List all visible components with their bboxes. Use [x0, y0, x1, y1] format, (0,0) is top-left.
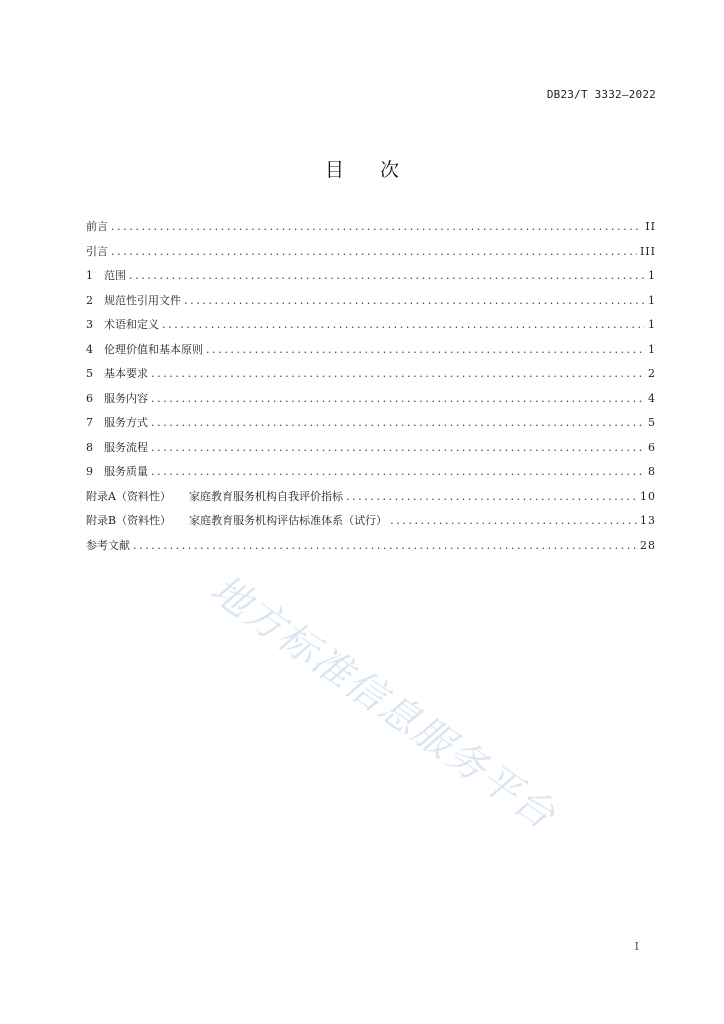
- toc-section-number: 1: [86, 269, 93, 282]
- toc-label: 引言: [86, 244, 108, 258]
- toc-leader-dots: [162, 318, 645, 331]
- toc-entry-9[interactable]: [86, 463, 656, 488]
- toc-leader-dots: [390, 514, 637, 527]
- page-number: I: [634, 940, 639, 953]
- toc-entry-references[interactable]: [86, 537, 656, 562]
- toc-leader-dots: [111, 245, 637, 258]
- toc-label: 服务质量: [104, 465, 148, 478]
- toc-label: 基本要求: [104, 367, 148, 380]
- toc-entry-6[interactable]: [86, 390, 656, 415]
- toc-leader-dots: [346, 490, 637, 503]
- toc-entry-1[interactable]: [86, 267, 656, 292]
- toc-section-number: 7: [86, 416, 93, 429]
- toc-section-number: 5: [86, 367, 93, 380]
- toc-page-number: 1: [648, 269, 656, 282]
- toc-page-number: 4: [648, 391, 656, 405]
- watermark-text: 地方标准信息服务平台: [202, 566, 564, 839]
- toc-page-number: 1: [648, 342, 656, 356]
- toc-page-number: 2: [648, 367, 656, 380]
- toc-page-number: 13: [640, 514, 656, 527]
- toc-label: 附录B（资料性）: [86, 514, 172, 527]
- toc-leader-dots: [184, 294, 645, 307]
- toc-page-number: 8: [648, 465, 656, 478]
- toc-entry-3[interactable]: [86, 316, 656, 341]
- toc-leader-dots: [151, 441, 645, 454]
- toc-appendix-title: 家庭教育服务机构自我评价指标: [188, 489, 343, 503]
- toc-section-number: 3: [86, 318, 93, 331]
- toc-entry-2[interactable]: [86, 292, 656, 317]
- toc-entry-8[interactable]: [86, 439, 656, 464]
- toc-appendix-title: 家庭教育服务机构评估标准体系（试行）: [189, 514, 388, 527]
- title-char-2: 次: [380, 159, 400, 181]
- toc-leader-dots: [151, 416, 645, 429]
- page-title: [0, 155, 724, 182]
- toc-section-number: 2: [86, 293, 93, 307]
- toc-leader-dots: [151, 367, 645, 380]
- toc-page-number: 10: [640, 489, 656, 503]
- toc-leader-dots: [151, 465, 645, 478]
- toc-leader-dots: [206, 343, 645, 356]
- toc-entry-4[interactable]: [86, 341, 656, 366]
- toc-page-number: II: [645, 220, 656, 233]
- toc-label: 规范性引用文件: [104, 293, 181, 307]
- toc-label: 术语和定义: [104, 318, 159, 331]
- toc-page-number: 5: [648, 416, 656, 429]
- toc-leader-dots: [151, 392, 645, 405]
- toc-entry-introduction[interactable]: [86, 243, 656, 268]
- toc-page-number: III: [639, 244, 656, 258]
- table-of-contents: [86, 218, 656, 561]
- toc-entry-foreword[interactable]: [86, 218, 656, 243]
- toc-page-number: 28: [640, 538, 656, 552]
- toc-leader-dots: [133, 539, 637, 552]
- toc-section-number: 6: [86, 391, 93, 405]
- toc-section-number: 9: [86, 465, 93, 478]
- toc-label: 范围: [104, 269, 126, 282]
- toc-page-number: 6: [648, 440, 656, 454]
- toc-label: 服务流程: [104, 440, 148, 454]
- document-code: DB23/T 3332—2022: [546, 88, 656, 101]
- toc-page-number: 1: [648, 318, 656, 331]
- toc-label: 附录A（资料性）: [86, 489, 171, 503]
- toc-leader-dots: [129, 269, 645, 282]
- toc-label: 参考文献: [86, 538, 130, 552]
- toc-section-number: 8: [86, 440, 93, 454]
- toc-section-number: 4: [86, 342, 93, 356]
- toc-leader-dots: [111, 220, 642, 233]
- toc-entry-5[interactable]: [86, 365, 656, 390]
- toc-label: 服务方式: [104, 416, 148, 429]
- toc-label: 伦理价值和基本原则: [104, 342, 203, 356]
- toc-page-number: 1: [648, 293, 656, 307]
- toc-entry-appendix-b[interactable]: [86, 512, 656, 537]
- title-char-1: 目: [324, 159, 344, 181]
- toc-label: 服务内容: [104, 391, 148, 405]
- toc-entry-appendix-a[interactable]: [86, 488, 656, 513]
- toc-label: 前言: [86, 220, 108, 233]
- toc-entry-7[interactable]: [86, 414, 656, 439]
